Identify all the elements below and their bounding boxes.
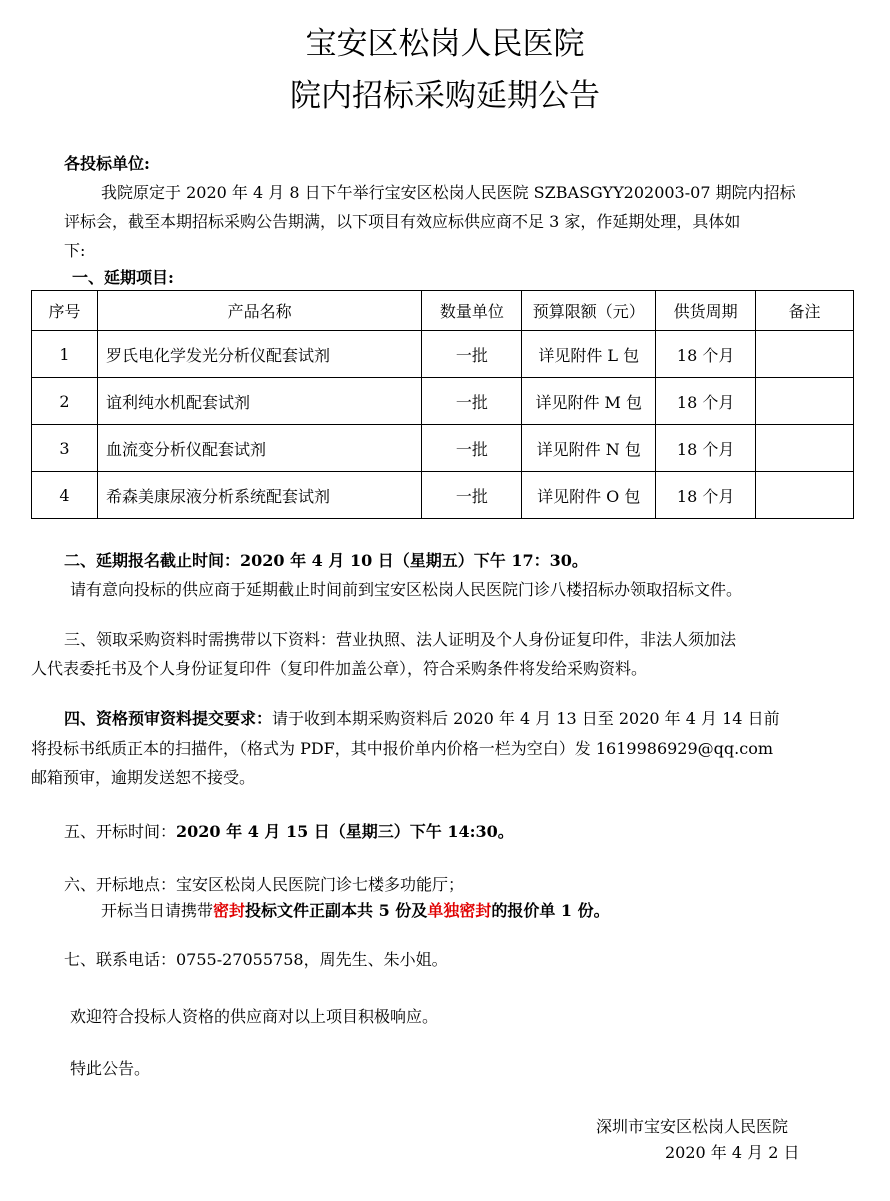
section-1-heading: 一、延期项目: bbox=[72, 268, 174, 287]
cell-note bbox=[756, 331, 854, 378]
welcome-text: 欢迎符合投标人资格的供应商对以上项目积极响应。 bbox=[70, 1007, 439, 1026]
cell-note bbox=[756, 425, 854, 472]
cell-no: 1 bbox=[32, 331, 98, 378]
table-row bbox=[32, 331, 854, 378]
cell-unit: 一批 bbox=[422, 378, 522, 425]
intro-line-2: 评标会，截至本期招标采购公告期满，以下项目有效应标供应商不足 3 家，作延期处理，具体如 bbox=[64, 212, 741, 231]
section-3-line-1: 三、领取采购资料时需携带以下资料：营业执照、法人证明及个人身份证复印件，非法人须加法 bbox=[64, 630, 737, 649]
project-table bbox=[31, 290, 854, 519]
cell-unit: 一批 bbox=[422, 331, 522, 378]
cell-period: 18 个月 bbox=[656, 378, 756, 425]
cell-note bbox=[756, 378, 854, 425]
header-budget: 预算限额（元） bbox=[522, 291, 656, 331]
section-7: 七、联系电话：0755-27055758，周先生、朱小姐。 bbox=[64, 950, 448, 969]
section-2-body: 请有意向投标的供应商于延期截止时间前到宝安区松岗人民医院门诊八楼招标办领取招标文件。 bbox=[70, 580, 743, 599]
cell-unit: 一批 bbox=[422, 472, 522, 519]
section-6-line-1: 六、开标地点：宝安区松岗人民医院门诊七楼多功能厅； bbox=[64, 875, 465, 894]
section-6-part-1: 开标当日请携带 bbox=[101, 901, 214, 920]
cell-budget: 详见附件 O 包 bbox=[522, 472, 656, 519]
cell-budget: 详见附件 N 包 bbox=[522, 425, 656, 472]
table-row bbox=[32, 425, 854, 472]
section-5-label: 五、开标时间： bbox=[64, 822, 177, 841]
section-5-value: 2020 年 4 月 15 日（星期三）下午 14:30。 bbox=[176, 822, 514, 841]
section-2-heading: 二、延期报名截止时间：2020 年 4 月 10 日（星期五）下午 17：30。 bbox=[64, 551, 588, 570]
notice-title-hospital: 宝安区松岗人民医院 bbox=[305, 26, 585, 62]
notice-title: 院内招标采购延期公告 bbox=[290, 78, 600, 114]
table-header-row bbox=[32, 291, 854, 331]
section-6-sealed-2: 单独密封 bbox=[427, 901, 492, 920]
cell-name: 血流变分析仪配套试剂 bbox=[97, 425, 422, 472]
cell-name: 谊利纯水机配套试剂 bbox=[97, 378, 422, 425]
closing-text: 特此公告。 bbox=[70, 1059, 151, 1078]
intro-line-1: 我院原定于 2020 年 4 月 8 日下午举行宝安区松岗人民医院 SZBASGYY202003-07 期院内招标 bbox=[101, 183, 796, 202]
section-6-part-2: 投标文件正副本共 5 份及 bbox=[245, 901, 428, 920]
cell-note bbox=[756, 472, 854, 519]
header-note: 备注 bbox=[756, 291, 854, 331]
section-6-sealed-1: 密封 bbox=[213, 901, 246, 920]
section-4-heading: 四、资格预审资料提交要求： bbox=[64, 709, 273, 728]
cell-budget: 详见附件 M 包 bbox=[522, 378, 656, 425]
cell-period: 18 个月 bbox=[656, 425, 756, 472]
cell-no: 2 bbox=[32, 378, 98, 425]
section-6-part-3: 的报价单 1 份。 bbox=[491, 901, 610, 920]
table-row bbox=[32, 472, 854, 519]
table-row bbox=[32, 378, 854, 425]
header-name: 产品名称 bbox=[97, 291, 422, 331]
section-4-line-3: 邮箱预审，逾期发送恕不接受。 bbox=[31, 768, 256, 787]
cell-no: 3 bbox=[32, 425, 98, 472]
section-6-line-2 bbox=[101, 900, 610, 922]
signature-date: 2020 年 4 月 2 日 bbox=[665, 1143, 800, 1162]
header-unit: 数量单位 bbox=[422, 291, 522, 331]
cell-period: 18 个月 bbox=[656, 331, 756, 378]
intro-line-3: 下: bbox=[64, 241, 86, 260]
signature-org: 深圳市宝安区松岗人民医院 bbox=[596, 1117, 789, 1136]
header-no: 序号 bbox=[32, 291, 98, 331]
salutation: 各投标单位: bbox=[64, 154, 150, 173]
cell-unit: 一批 bbox=[422, 425, 522, 472]
section-4-line-1-rest: 请于收到本期采购资料后 2020 年 4 月 13 日至 2020 年 4 月 14 日前 bbox=[272, 709, 780, 728]
cell-name: 希森美康尿液分析系统配套试剂 bbox=[97, 472, 422, 519]
cell-budget: 详见附件 L 包 bbox=[522, 331, 656, 378]
cell-no: 4 bbox=[32, 472, 98, 519]
section-4-line-1 bbox=[64, 708, 780, 730]
cell-period: 18 个月 bbox=[656, 472, 756, 519]
section-3-line-2: 人代表委托书及个人身份证复印件（复印件加盖公章），符合采购条件将发给采购资料。 bbox=[31, 659, 648, 678]
section-5 bbox=[64, 821, 514, 843]
section-4-line-2: 将投标书纸质正本的扫描件，（格式为 PDF，其中报价单内价格一栏为空白）发 1619986929@qq.com bbox=[31, 739, 774, 758]
header-period: 供货周期 bbox=[656, 291, 756, 331]
cell-name: 罗氏电化学发光分析仪配套试剂 bbox=[97, 331, 422, 378]
